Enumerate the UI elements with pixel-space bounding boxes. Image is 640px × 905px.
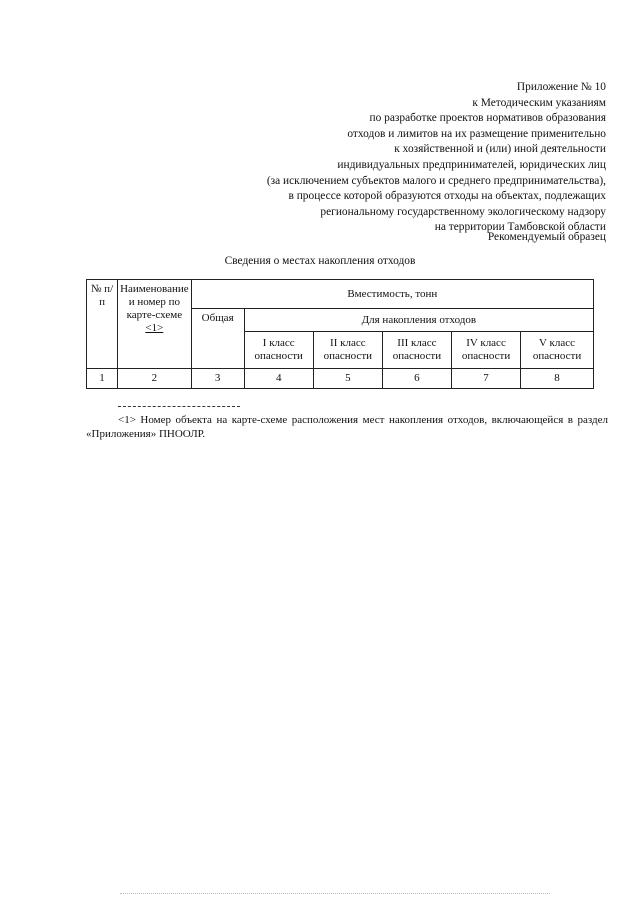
table-cell: 4 [244, 369, 313, 389]
header-line: отходов и лимитов на их размещение применительно [347, 127, 606, 140]
header-cell-total: Общая [191, 309, 244, 369]
header-line: Приложение № 10 [516, 81, 606, 93]
header-line: (за исключением субъектов малого и среднего предпринимательства), [266, 174, 606, 187]
header-cell-class-2: II класс опасности [313, 332, 382, 369]
table-cell: 6 [382, 369, 451, 389]
header-cell-for-storage: Для накопления отходов [244, 309, 593, 332]
header-line: на территории Тамбовской области [434, 221, 606, 234]
header-line: в процессе которой образуются отходы на объектах, подлежащих [288, 190, 606, 203]
scan-artifact-line [120, 893, 550, 896]
table-cell: 5 [313, 369, 382, 389]
appendix-header [267, 80, 606, 236]
sample-label: Рекомендуемый образец [487, 231, 606, 243]
header-cell-class-5: V класс опасности [521, 332, 594, 369]
header-cell-capacity: Вместимость, тонн [191, 280, 593, 309]
header-cell-class-3: III класс опасности [382, 332, 451, 369]
header-line: индивидуальных предпринимателей, юридических лиц [337, 158, 606, 171]
footnote-text: <1> Номер объекта на карте-схеме расположения мест накопления отходов, включающейся в раздел «Приложения» ПНООЛР. [86, 414, 608, 440]
header-name-text: Наименование и номер по карте-схеме [120, 283, 189, 321]
table-cell: 8 [521, 369, 594, 389]
header-cell-name [118, 280, 192, 369]
table-cell: 7 [451, 369, 520, 389]
header-line: региональному государственному экологическому надзору [320, 205, 606, 218]
header-line: к Методическим указаниям [472, 96, 606, 109]
table-row-numbers [87, 369, 594, 389]
header-line: по разработке проектов нормативов образования [369, 112, 606, 125]
waste-storage-table [86, 279, 594, 389]
header-line: к хозяйственной и (или) иной деятельности [394, 143, 606, 156]
table-cell: 1 [87, 369, 118, 389]
footnote-ref: <1> [145, 322, 164, 334]
header-cell-number: № п/п [87, 280, 118, 369]
table-cell: 3 [191, 369, 244, 389]
header-cell-class-1: I класс опасности [244, 332, 313, 369]
footnote-separator [118, 406, 240, 407]
header-cell-class-4: IV класс опасности [451, 332, 520, 369]
table-cell: 2 [118, 369, 192, 389]
document-title: Сведения о местах накопления отходов [224, 255, 416, 267]
